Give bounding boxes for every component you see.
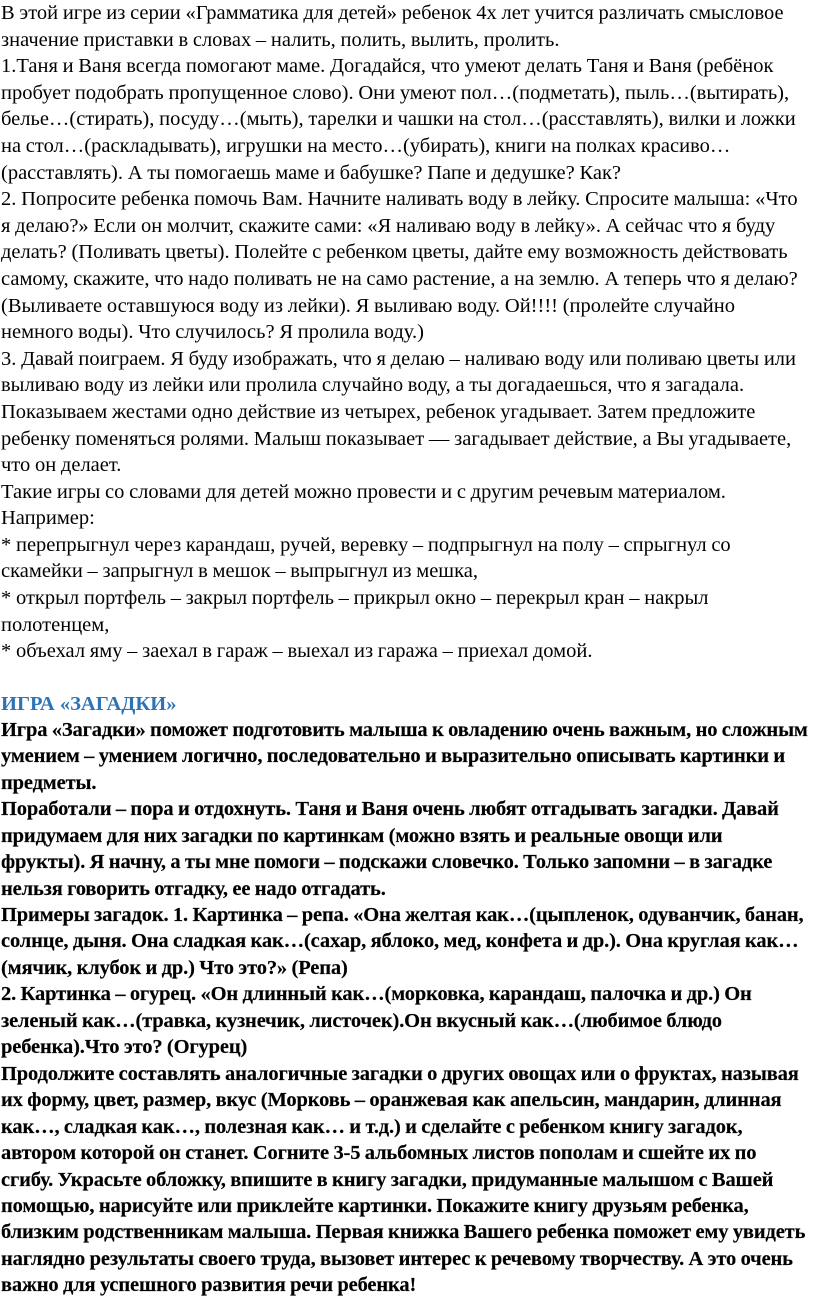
riddles-rest-paragraph: Поработали – пора и отдохнуть. Таня и Ваня очень любят отгадывать загадки. Давай придумаем для них загадки по картинкам (можно взять и реальные овощи или фрукты). Я начну, а ты мне помоги – подскажи словечко. Только запомни – в загадке нельзя говорить отгадку, ее надо отгадать. bbox=[1, 798, 779, 900]
step-3-paragraph: 3. Давай поиграем. Я буду изображать, что я делаю – наливаю воду или поливаю цветы или выливаю воду из лейки или пролила случайно воду, а ты догадаешься, что я загадала. Показываем жестами одно действие из четырех, ребенок угадывает. Затем предложите ребенку поменяться ролями. Малыш показывает — загадывает действие, а Вы угадываете, что он делает. bbox=[1, 347, 796, 477]
example-drive-line: * объехал яму – заехал в гараж – выехал из гаража – приехал домой. bbox=[1, 640, 593, 663]
section-spacer bbox=[1, 665, 810, 691]
riddles-example-1-paragraph: Примеры загадок. 1. Картинка – репа. «Она желтая как…(цыпленок, одуванчик, банан, солнце, дыня. Она сладкая как…(сахар, яблоко, мед, конфета и др.). Она круглая как…(мячик, клубок и др.) Что это?» (Репа) bbox=[1, 904, 804, 979]
example-jump-line: * перепрыгнул через карандаш, ручей, веревку – подпрыгнул на полу – спрыгнул со скамейки – запрыгнул в мешок – выпрыгнул из мешка, bbox=[1, 533, 731, 583]
other-material-paragraph: Такие игры со словами для детей можно провести и с другим речевым материалом. Например: bbox=[1, 480, 726, 530]
grammar-game-section bbox=[1, 0, 810, 665]
riddles-game-heading: ИГРА «ЗАГАДКИ» bbox=[1, 692, 177, 715]
riddles-example-2-paragraph: 2. Картинка – огурец. «Он длинный как…(морковка, карандаш, палочка и др.) Он зеленый как…(травка, кузнечик, листочек).Он вкусный как…(любимое блюдо ребенка).Что это? (Огурец) bbox=[1, 983, 752, 1059]
riddles-game-section bbox=[1, 717, 810, 1299]
step-1-paragraph: 1.Таня и Ваня всегда помогают маме. Догадайся, что умеют делать Таня и Ваня (ребёнок пробует подобрать пропущенное слово). Они умеют пол…(подметать), пыль…(вытирать), белье…(стирать), посуду…(мыть), тарелки и чашки на стол…(расставлять), вилки и ложки на стол…(раскладывать), игрушки на место…(убирать), книги на полках красиво…(расставлять). А ты помогаешь маме и бабушке? Папе и дедушке? Как? bbox=[1, 55, 796, 184]
intro-paragraph: В этой игре из серии «Грамматика для детей» ребенок 4х лет учится различать смысловое значение приставки в словах – налить, полить, вылить, пролить. bbox=[1, 2, 784, 51]
riddles-book-paragraph: Продолжите составлять аналогичные загадки о других овощах или о фруктах, называя их форму, цвет, размер, вкус (Морковь – оранжевая как апельсин, мандарин, длинная как…, сладкая как…, полезная как… и т.д.) и сделайте с ребенком книгу загадок, автором которой он станет. Согните 3-5 альбомных листов пополам и сшейте их по сгибу. Украсьте обложку, впишите в книгу загадки, придуманные малышом с Вашей помощью, нарисуйте или приклейте картинки. Покажите книгу друзьям ребенка, близким родственникам малыша. Первая книжка Вашего ребенка поможет ему увидеть наглядно результаты своего труда, вызовет интерес к речевому творчеству. А это очень важно для успешного развития речи ребенка! bbox=[1, 1062, 806, 1297]
step-2-paragraph: 2. Попросите ребенка помочь Вам. Начните наливать воду в лейку. Спросите малыша: «Что я делаю?» Если он молчит, скажите сами: «Я наливаю воду в лейку». А сейчас что я буду делать? (Поливать цветы). Полейте с ребенком цветы, дайте ему возможность действовать самому, скажите, что надо поливать не на само растение, а на землю. А теперь что я делаю? (Выливаете оставшуюся воду из лейки). Я выливаю воду. Ой!!!! (пролейте случайно немного воды). Что случилось? Я пролила воду.) bbox=[1, 188, 798, 344]
example-open-line: * открыл портфель – закрыл портфель – прикрыл окно – перекрыл кран – накрыл полотенцем, bbox=[1, 587, 709, 636]
riddles-intro-paragraph: Игра «Загадки» поможет подготовить малыша к овладению очень важным, но сложным умением – умением логично, последовательно и выразительно описывать картинки и предметы. bbox=[1, 718, 808, 794]
